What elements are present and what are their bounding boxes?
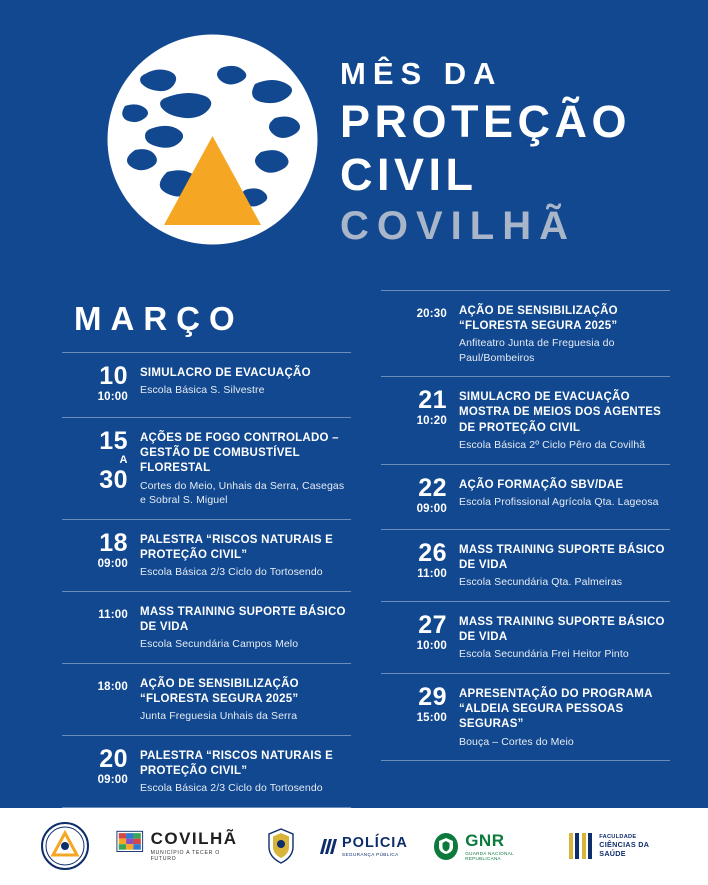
entry-subtitle: Junta Freguesia Unhais da Serra: [140, 710, 298, 723]
entry-when: [385, 682, 459, 727]
anpc-logo: [40, 821, 90, 871]
entry-time: 10:20: [416, 415, 447, 428]
gnr-emblem-icon: [434, 833, 458, 860]
entry-day-separator: A: [119, 453, 128, 466]
entry-time: 20:30: [416, 307, 447, 320]
poster-header: [0, 0, 708, 282]
entry-what: [459, 302, 666, 366]
gnr-logo-name: GNR: [465, 830, 505, 850]
entry-time: 09:00: [416, 502, 447, 515]
entry-what: [140, 364, 347, 398]
covilha-logo-name: COVILHÃ: [150, 829, 238, 849]
entry-title: AÇÃO DE SENSIBILIZAÇÃO “FLORESTA SEGURA 2025”: [140, 677, 299, 706]
entry-subtitle: Anfiteatro Junta de Freguesia do Paul/Bombeiros: [459, 337, 615, 364]
entry-when: [66, 426, 140, 494]
entry-subtitle: Escola Profissional Agrícola Qta. Lageosa: [459, 495, 659, 508]
entry-day: 10: [99, 361, 128, 390]
entry-when: [385, 302, 459, 323]
entry-title: PALESTRA “RISCOS NATURAIS E PROTEÇÃO CIVIL”: [140, 749, 334, 778]
schedule-entry: [381, 290, 670, 377]
entry-title: AÇÃO DE SENSIBILIZAÇÃO “FLORESTA SEGURA 2025”: [459, 304, 618, 332]
schedule-entry: [62, 591, 351, 663]
covilha-municipio-logo: [116, 829, 240, 863]
entry-day: 22: [418, 473, 447, 502]
schedule-entry: [381, 529, 670, 601]
entry-subtitle: Bouça – Cortes do Meio: [459, 735, 574, 748]
entry-when: [385, 538, 459, 583]
gnr-logo-tagline: GUARDA NACIONAL REPUBLICANA: [465, 850, 514, 861]
entry-time: 18:00: [97, 680, 128, 693]
schedule-entry: [62, 519, 351, 591]
title-line-2: PROTEÇÃO: [340, 95, 632, 147]
entry-when: [66, 744, 140, 789]
entry-subtitle: Escola Secundária Campos Melo: [140, 638, 299, 651]
schedule-entry: [62, 735, 351, 808]
bombeiros-brasao-logo: [266, 827, 296, 865]
entry-title: SIMULACRO DE EVACUAÇÃO MOSTRA DE MEIOS DOS AGENTES DE PROTEÇÃO CIVIL: [459, 391, 662, 434]
entry-what: [140, 603, 347, 652]
entry-what: [459, 613, 666, 662]
entry-subtitle: Escola Secundária Frei Heitor Pinto: [459, 648, 629, 661]
entry-title: AÇÕES DE FOGO CONTROLADO – GESTÃO DE COMBUSTÍVEL FLORESTAL: [140, 431, 339, 475]
entry-time: 09:00: [97, 557, 128, 570]
entry-title: MASS TRAINING SUPORTE BÁSICO DE VIDA: [459, 543, 665, 572]
entry-title: SIMULACRO DE EVACUAÇÃO: [140, 366, 311, 379]
fcs-logo-tagline: CIÊNCIAS DA SAÚDE: [599, 840, 649, 859]
psp-logo-tagline: SEGURANÇA PÚBLICA: [342, 852, 399, 858]
schedule-entry: [62, 663, 351, 735]
entry-subtitle: Escola Básica 2/3 Ciclo do Tortosendo: [140, 782, 323, 795]
entry-time: 11:00: [98, 608, 128, 621]
title-line-4: COVILHÃ: [340, 203, 576, 248]
entry-day: 26: [418, 538, 447, 567]
entry-when: [385, 473, 459, 518]
psp-logo-name: POLÍCIA: [342, 834, 408, 851]
entry-time: 10:00: [97, 390, 128, 403]
faculdade-ciencias-saude-logo: [569, 833, 668, 859]
entry-what: [140, 429, 347, 508]
fcs-logo-name: FACULDADE: [599, 834, 637, 841]
entry-title: MASS TRAINING SUPORTE BÁSICO DE VIDA: [459, 615, 665, 644]
fcs-bars-icon: [569, 833, 593, 859]
entry-title: MASS TRAINING SUPORTE BÁSICO DE VIDA: [140, 605, 346, 634]
entry-day: 29: [418, 682, 447, 711]
psp-bars-icon: [322, 839, 335, 854]
entry-when: [385, 388, 459, 430]
entry-day-end: 30: [99, 465, 128, 494]
title-line-1: MÊS DA: [340, 56, 503, 91]
entry-when: [66, 528, 140, 573]
entry-subtitle: Escola Básica 2/3 Ciclo do Tortosendo: [140, 566, 323, 579]
entry-title: APRESENTAÇÃO DO PROGRAMA “ALDEIA SEGURA PESSOAS SEGURAS”: [459, 687, 653, 731]
entry-when: [66, 603, 140, 624]
entry-subtitle: Escola Básica 2º Ciclo Pêro da Covilhã: [459, 439, 646, 452]
title-line-3: CIVIL: [340, 148, 478, 200]
covilha-logo-tagline: MUNICÍPIO A TECER O FUTURO: [150, 850, 220, 863]
entry-subtitle: Escola Básica S. Silvestre: [140, 383, 265, 396]
entry-what: [459, 476, 666, 510]
entry-title: AÇÃO FORMAÇÃO SBV/DAE: [459, 478, 624, 491]
entry-when: [66, 675, 140, 696]
month-heading: MARÇO: [74, 299, 244, 337]
entry-day: 21: [418, 386, 447, 415]
entry-subtitle: Escola Secundária Qta. Palmeiras: [459, 576, 623, 589]
entry-what: [140, 675, 347, 724]
entry-time: 10:00: [416, 639, 447, 652]
entry-what: [459, 685, 666, 749]
schedule-entry: [381, 673, 670, 761]
entry-time: 11:00: [417, 567, 447, 580]
schedule-entry: [381, 376, 670, 463]
entry-what: [459, 388, 666, 452]
schedule-left-column: [62, 282, 351, 808]
entry-time: 15:00: [416, 711, 447, 724]
entry-what: [140, 531, 347, 580]
entry-day: 18: [99, 528, 128, 557]
schedule-entry: [381, 464, 670, 529]
schedule-right-column: [381, 282, 670, 808]
schedule-entry: [62, 417, 351, 519]
entry-day: 15: [99, 426, 128, 455]
poster-title: [340, 58, 631, 249]
entry-day: 20: [99, 744, 128, 773]
schedule-columns: [0, 282, 708, 808]
schedule-entry: [381, 601, 670, 673]
entry-subtitle: Cortes do Meio, Unhais da Serra, Casegas e Sobral S. Miguel: [140, 479, 345, 507]
entry-when: [385, 610, 459, 655]
entry-what: [459, 541, 666, 590]
entry-day: 27: [418, 610, 447, 639]
partner-logos-bar: [0, 808, 708, 885]
gnr-logo: [434, 832, 543, 861]
globe-with-warning-triangle-icon: [105, 32, 320, 247]
psp-logo: [322, 836, 408, 858]
entry-time: 09:00: [97, 773, 128, 786]
entry-title: PALESTRA “RISCOS NATURAIS E PROTEÇÃO CIVIL”: [140, 533, 334, 561]
entry-when: [66, 361, 140, 406]
entry-what: [140, 747, 347, 796]
schedule-entry: [62, 352, 351, 417]
